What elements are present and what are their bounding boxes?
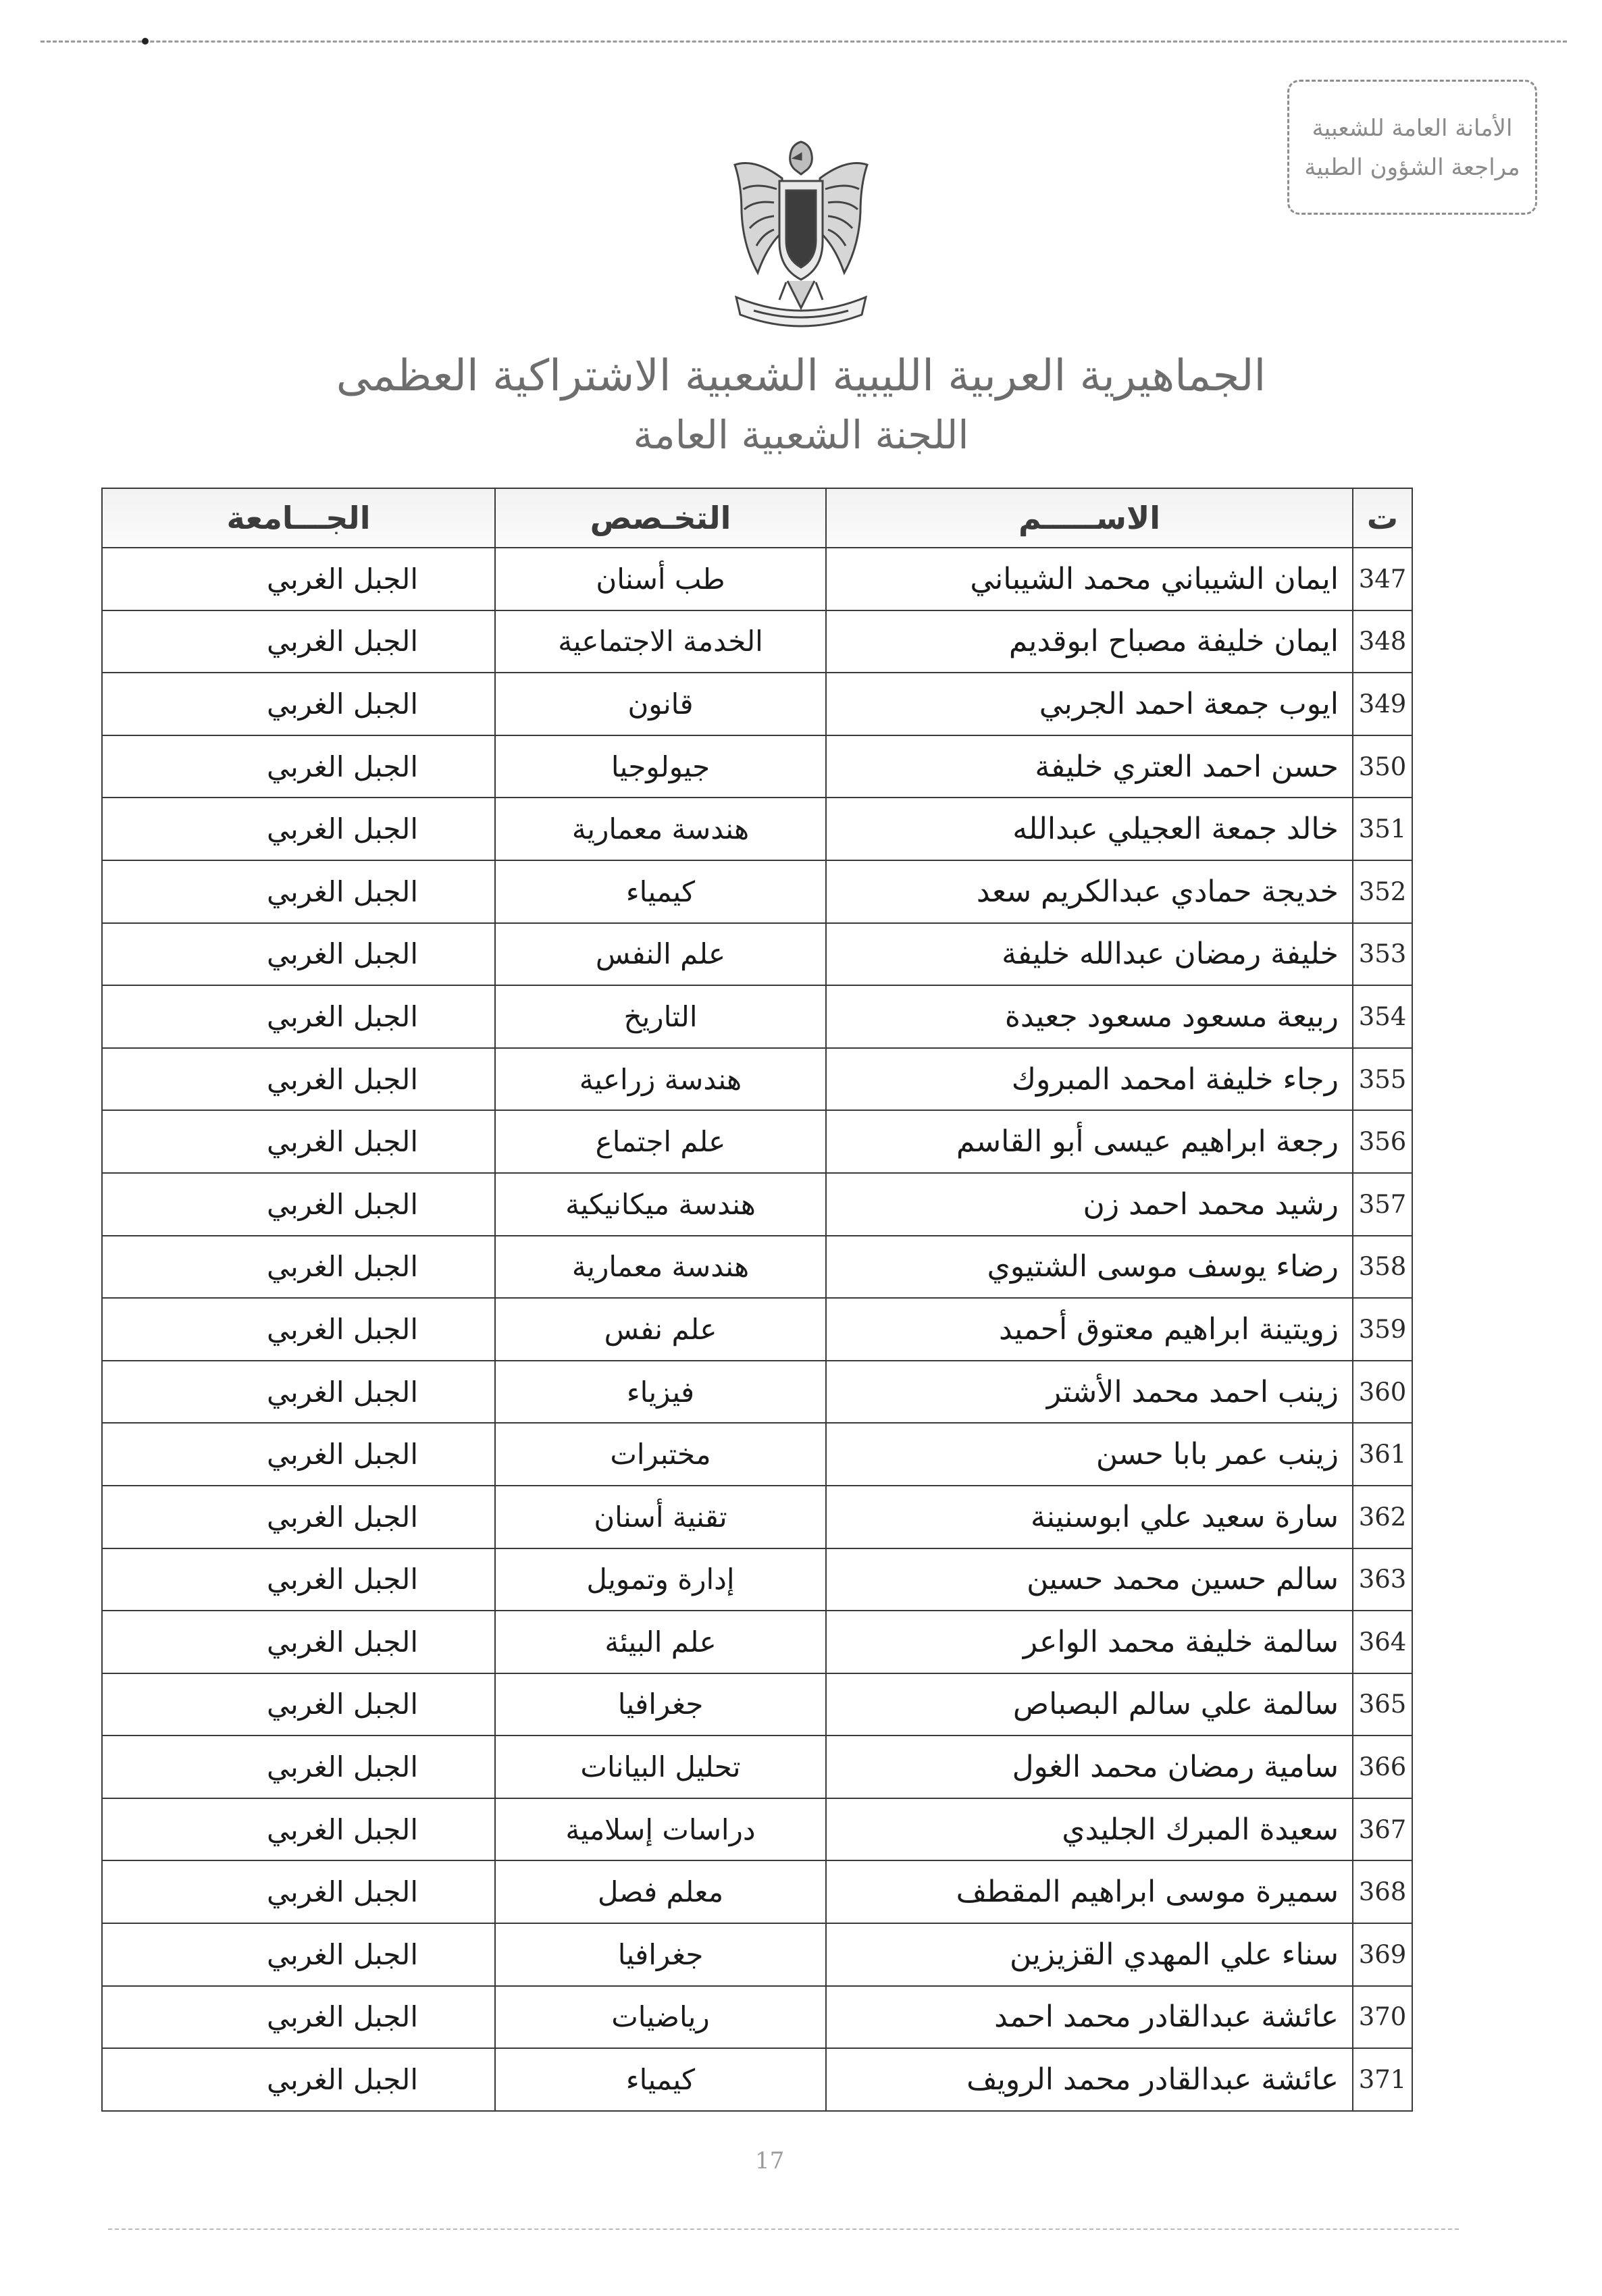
university: الجبل الغربي	[102, 1736, 495, 1798]
row-number: 356	[1353, 1110, 1412, 1173]
specialization: هندسة زراعية	[495, 1048, 826, 1111]
row-number: 368	[1353, 1860, 1412, 1923]
row-number: 358	[1353, 1236, 1412, 1299]
specialization: معلم فصل	[495, 1860, 826, 1923]
table-row	[102, 985, 1412, 1048]
row-number: 357	[1353, 1173, 1412, 1236]
stamp-line-2: مراجعة الشؤون الطبية	[1304, 154, 1520, 181]
row-number: 349	[1353, 673, 1412, 735]
university: الجبل الغربي	[102, 1361, 495, 1424]
student-name: ايوب جمعة احمد الجربي	[826, 673, 1353, 735]
table-row	[102, 735, 1412, 798]
specialization: جغرافيا	[495, 1673, 826, 1736]
student-name: سميرة موسى ابراهيم المقطف	[826, 1860, 1353, 1923]
header-country-name: الجماهيرية العربية الليبية الشعبية الاشتراكية العظمى	[336, 351, 1266, 401]
student-name: رجاء خليفة امحمد المبروك	[826, 1048, 1353, 1111]
university: الجبل الغربي	[102, 1173, 495, 1236]
scan-mark	[142, 38, 149, 45]
header-committee-name: اللجنة الشعبية العامة	[633, 412, 969, 458]
student-name: ربيعة مسعود مسعود جعيدة	[826, 985, 1353, 1048]
university: الجبل الغربي	[102, 1860, 495, 1923]
page-number: 17	[755, 2147, 785, 2174]
specialization: هندسة معمارية	[495, 798, 826, 860]
table-row	[102, 1923, 1412, 1986]
student-name: سالمة خليفة محمد الواعر	[826, 1611, 1353, 1673]
table-row	[102, 1611, 1412, 1673]
table-body	[102, 548, 1412, 2111]
university: الجبل الغربي	[102, 2048, 495, 2111]
table-row	[102, 1486, 1412, 1548]
student-name: سناء علي المهدي القزيزين	[826, 1923, 1353, 1986]
student-name: عائشة عبدالقادر محمد احمد	[826, 1986, 1353, 2049]
table-row	[102, 923, 1412, 986]
university: الجبل الغربي	[102, 1423, 495, 1486]
specialization: جيولوجيا	[495, 735, 826, 798]
stamp-line-1: الأمانة العامة للشعبية	[1312, 115, 1513, 142]
student-name: رضاء يوسف موسى الشتيوي	[826, 1236, 1353, 1299]
student-name: زينب عمر بابا حسن	[826, 1423, 1353, 1486]
table-row	[102, 1423, 1412, 1486]
specialization: هندسة ميكانيكية	[495, 1173, 826, 1236]
header-name: الاســـــم	[826, 488, 1353, 548]
specialization: الخدمة الاجتماعية	[495, 610, 826, 673]
student-name: ايمان خليفة مصباح ابوقديم	[826, 610, 1353, 673]
specialization: تقنية أسنان	[495, 1486, 826, 1548]
student-name: زويتينة ابراهيم معتوق أحميد	[826, 1298, 1353, 1361]
row-number: 351	[1353, 798, 1412, 860]
university: الجبل الغربي	[102, 798, 495, 860]
university: الجبل الغربي	[102, 1673, 495, 1736]
row-number: 360	[1353, 1361, 1412, 1424]
student-name: سالمة علي سالم البصباص	[826, 1673, 1353, 1736]
table-row	[102, 1986, 1412, 2049]
row-number: 370	[1353, 1986, 1412, 2049]
row-number: 366	[1353, 1736, 1412, 1798]
header-specialization: التخـصص	[495, 488, 826, 548]
students-table	[101, 488, 1413, 2112]
university: الجبل الغربي	[102, 735, 495, 798]
university: الجبل الغربي	[102, 673, 495, 735]
student-name: سامية رمضان محمد الغول	[826, 1736, 1353, 1798]
university: الجبل الغربي	[102, 1548, 495, 1611]
university: الجبل الغربي	[102, 1110, 495, 1173]
table-row	[102, 1361, 1412, 1424]
table-row	[102, 2048, 1412, 2111]
student-name: ايمان الشيباني محمد الشيباني	[826, 548, 1353, 610]
table-row	[102, 1673, 1412, 1736]
table-row	[102, 860, 1412, 923]
table-row	[102, 798, 1412, 860]
specialization: علم البيئة	[495, 1611, 826, 1673]
university: الجبل الغربي	[102, 985, 495, 1048]
table-row	[102, 1298, 1412, 1361]
university: الجبل الغربي	[102, 1236, 495, 1299]
specialization: دراسات إسلامية	[495, 1798, 826, 1861]
specialization: جغرافيا	[495, 1923, 826, 1986]
row-number: 354	[1353, 985, 1412, 1048]
university: الجبل الغربي	[102, 548, 495, 610]
university: الجبل الغربي	[102, 1611, 495, 1673]
row-number: 371	[1353, 2048, 1412, 2111]
university: الجبل الغربي	[102, 923, 495, 986]
table-row	[102, 1236, 1412, 1299]
table-row	[102, 1548, 1412, 1611]
row-number: 352	[1353, 860, 1412, 923]
specialization: علم النفس	[495, 923, 826, 986]
university: الجبل الغربي	[102, 1048, 495, 1111]
row-number: 363	[1353, 1548, 1412, 1611]
table-row	[102, 673, 1412, 735]
specialization: فيزياء	[495, 1361, 826, 1424]
row-number: 364	[1353, 1611, 1412, 1673]
table-row	[102, 548, 1412, 610]
table-row	[102, 1173, 1412, 1236]
row-number: 353	[1353, 923, 1412, 986]
specialization: كيمياء	[495, 2048, 826, 2111]
student-name: حسن احمد العتري خليفة	[826, 735, 1353, 798]
row-number: 369	[1353, 1923, 1412, 1986]
row-number: 359	[1353, 1298, 1412, 1361]
university: الجبل الغربي	[102, 1923, 495, 1986]
header-num: ت	[1353, 488, 1412, 548]
page-bottom-edge	[108, 2228, 1459, 2230]
specialization: مختبرات	[495, 1423, 826, 1486]
student-name: خليفة رمضان عبدالله خليفة	[826, 923, 1353, 986]
table-row	[102, 1048, 1412, 1111]
university: الجبل الغربي	[102, 610, 495, 673]
page-top-edge	[41, 41, 1567, 43]
row-number: 365	[1353, 1673, 1412, 1736]
specialization: قانون	[495, 673, 826, 735]
student-name: سارة سعيد علي ابوسنينة	[826, 1486, 1353, 1548]
student-name: خديجة حمادي عبدالكريم سعد	[826, 860, 1353, 923]
table-row	[102, 610, 1412, 673]
specialization: علم نفس	[495, 1298, 826, 1361]
row-number: 347	[1353, 548, 1412, 610]
table-row	[102, 1736, 1412, 1798]
specialization: إدارة وتمويل	[495, 1548, 826, 1611]
student-name: سعيدة المبرك الجليدي	[826, 1798, 1353, 1861]
registration-stamp	[1287, 80, 1537, 215]
row-number: 348	[1353, 610, 1412, 673]
university: الجبل الغربي	[102, 1486, 495, 1548]
table-row	[102, 1798, 1412, 1861]
specialization: طب أسنان	[495, 548, 826, 610]
row-number: 367	[1353, 1798, 1412, 1861]
specialization: كيمياء	[495, 860, 826, 923]
specialization: علم اجتماع	[495, 1110, 826, 1173]
row-number: 361	[1353, 1423, 1412, 1486]
hawk-emblem-icon	[706, 128, 896, 344]
student-name: زينب احمد محمد الأشتر	[826, 1361, 1353, 1424]
row-number: 355	[1353, 1048, 1412, 1111]
university: الجبل الغربي	[102, 1298, 495, 1361]
table-header-row	[102, 488, 1412, 548]
student-name: رجعة ابراهيم عيسى أبو القاسم	[826, 1110, 1353, 1173]
university: الجبل الغربي	[102, 1986, 495, 2049]
specialization: التاريخ	[495, 985, 826, 1048]
row-number: 362	[1353, 1486, 1412, 1548]
student-name: عائشة عبدالقادر محمد الرويف	[826, 2048, 1353, 2111]
student-name: سالم حسين محمد حسين	[826, 1548, 1353, 1611]
specialization: رياضيات	[495, 1986, 826, 2049]
specialization: هندسة معمارية	[495, 1236, 826, 1299]
university: الجبل الغربي	[102, 1798, 495, 1861]
header-university: الجـــامعة	[102, 488, 495, 548]
table-row	[102, 1860, 1412, 1923]
student-name: خالد جمعة العجيلي عبدالله	[826, 798, 1353, 860]
university: الجبل الغربي	[102, 860, 495, 923]
row-number: 350	[1353, 735, 1412, 798]
table-row	[102, 1110, 1412, 1173]
student-name: رشيد محمد احمد زن	[826, 1173, 1353, 1236]
specialization: تحليل البيانات	[495, 1736, 826, 1798]
